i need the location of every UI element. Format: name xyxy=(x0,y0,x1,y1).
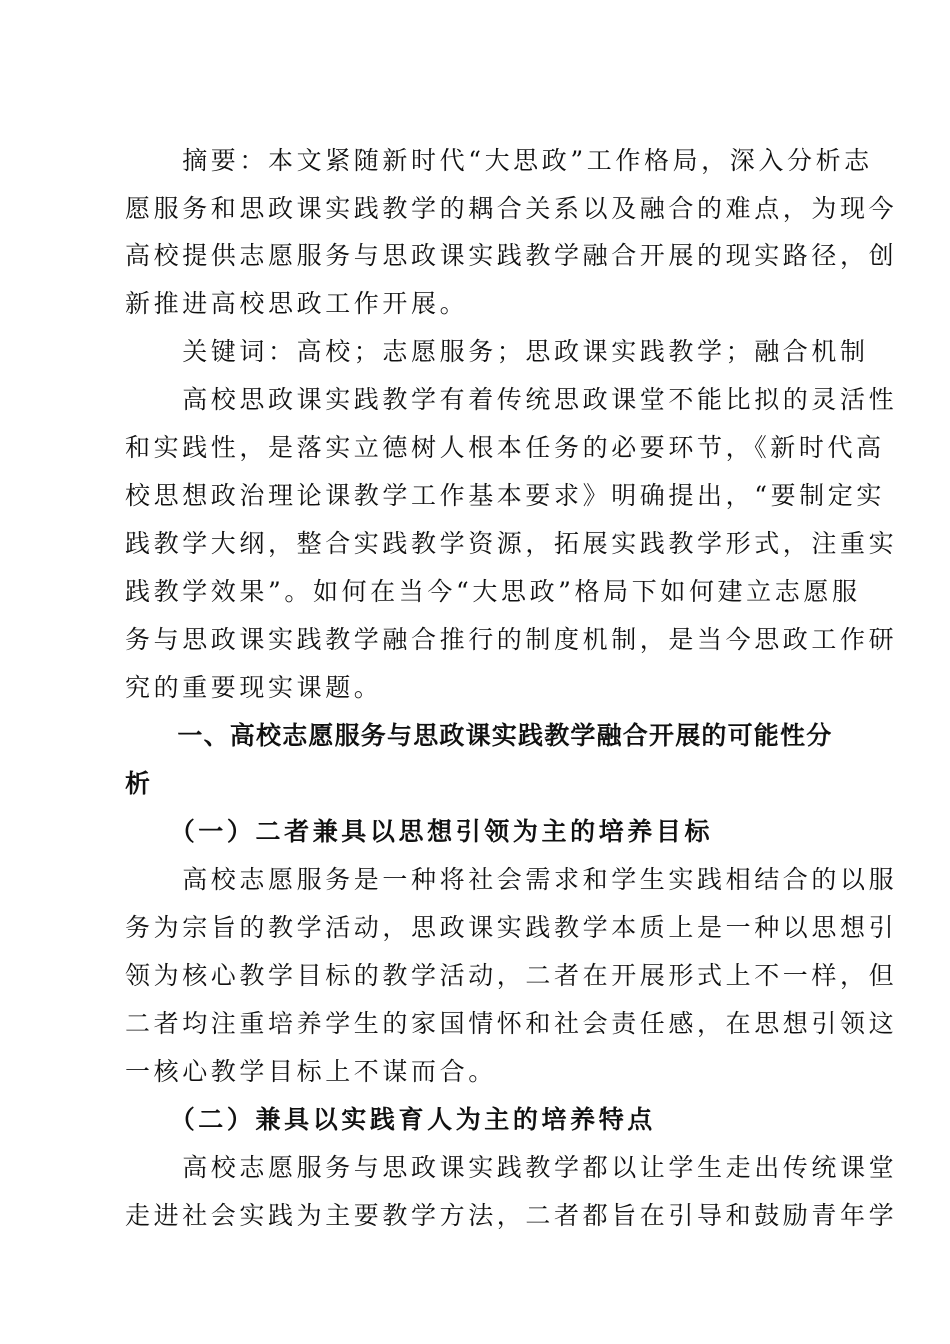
body-paragraph-line: 和实践性，是落实立德树人根本任务的必要环节，《新时代高 xyxy=(125,433,885,462)
body-paragraph-line: 高校志愿服务是一种将社会需求和学生实践相结合的以服 xyxy=(125,865,898,894)
abstract-line-2: 愿服务和思政课实践教学的耦合关系以及融合的难点，为现今 xyxy=(125,194,898,223)
body-paragraph-line: 践教学效果”。如何在当今“大思政”格局下如何建立志愿服 xyxy=(125,577,861,606)
subsection-heading-1: （一）二者兼具以思想引领为主的培养目标 xyxy=(125,817,714,846)
body-paragraph-line: 究的重要现实课题。 xyxy=(125,673,383,702)
body-paragraph-line: 高校志愿服务与思政课实践教学都以让学生走出传统课堂 xyxy=(125,1153,898,1182)
abstract-line-3: 高校提供志愿服务与思政课实践教学融合开展的现实路径，创 xyxy=(125,241,898,270)
subsection-heading-2: （二）兼具以实践育人为主的培养特点 xyxy=(125,1105,656,1134)
body-paragraph-line: 务与思政课实践教学融合推行的制度机制，是当今思政工作研 xyxy=(125,625,898,654)
body-paragraph-line: 走进社会实践为主要教学方法，二者都旨在引导和鼓励青年学 xyxy=(125,1201,898,1230)
body-paragraph-line: 二者均注重培养学生的家国情怀和社会责任感，在思想引领这 xyxy=(125,1009,898,1038)
body-paragraph-line: 校思想政治理论课教学工作基本要求》明确提出，“要制定实 xyxy=(125,481,885,510)
section-heading-1: 一、高校志愿服务与思政课实践教学融合开展的可能性分 xyxy=(125,721,833,750)
body-paragraph-line: 领为核心教学目标的教学活动，二者在开展形式上不一样，但 xyxy=(125,961,898,990)
abstract-line-4: 新推进高校思政工作开展。 xyxy=(125,289,469,318)
section-heading-1-continued: 析 xyxy=(125,769,152,798)
body-paragraph-line: 务为宗旨的教学活动，思政课实践教学本质上是一种以思想引 xyxy=(125,913,898,942)
abstract-line-1: 摘要：本文紧随新时代“大思政”工作格局，深入分析志 xyxy=(125,146,873,175)
keywords-line: 关键词：高校；志愿服务；思政课实践教学；融合机制 xyxy=(125,337,869,366)
body-paragraph-line: 高校思政课实践教学有着传统思政课堂不能比拟的灵活性 xyxy=(125,385,898,414)
body-paragraph-line: 一核心教学目标上不谋而合。 xyxy=(125,1057,497,1086)
body-paragraph-line: 践教学大纲，整合实践教学资源，拓展实践教学形式，注重实 xyxy=(125,529,898,558)
